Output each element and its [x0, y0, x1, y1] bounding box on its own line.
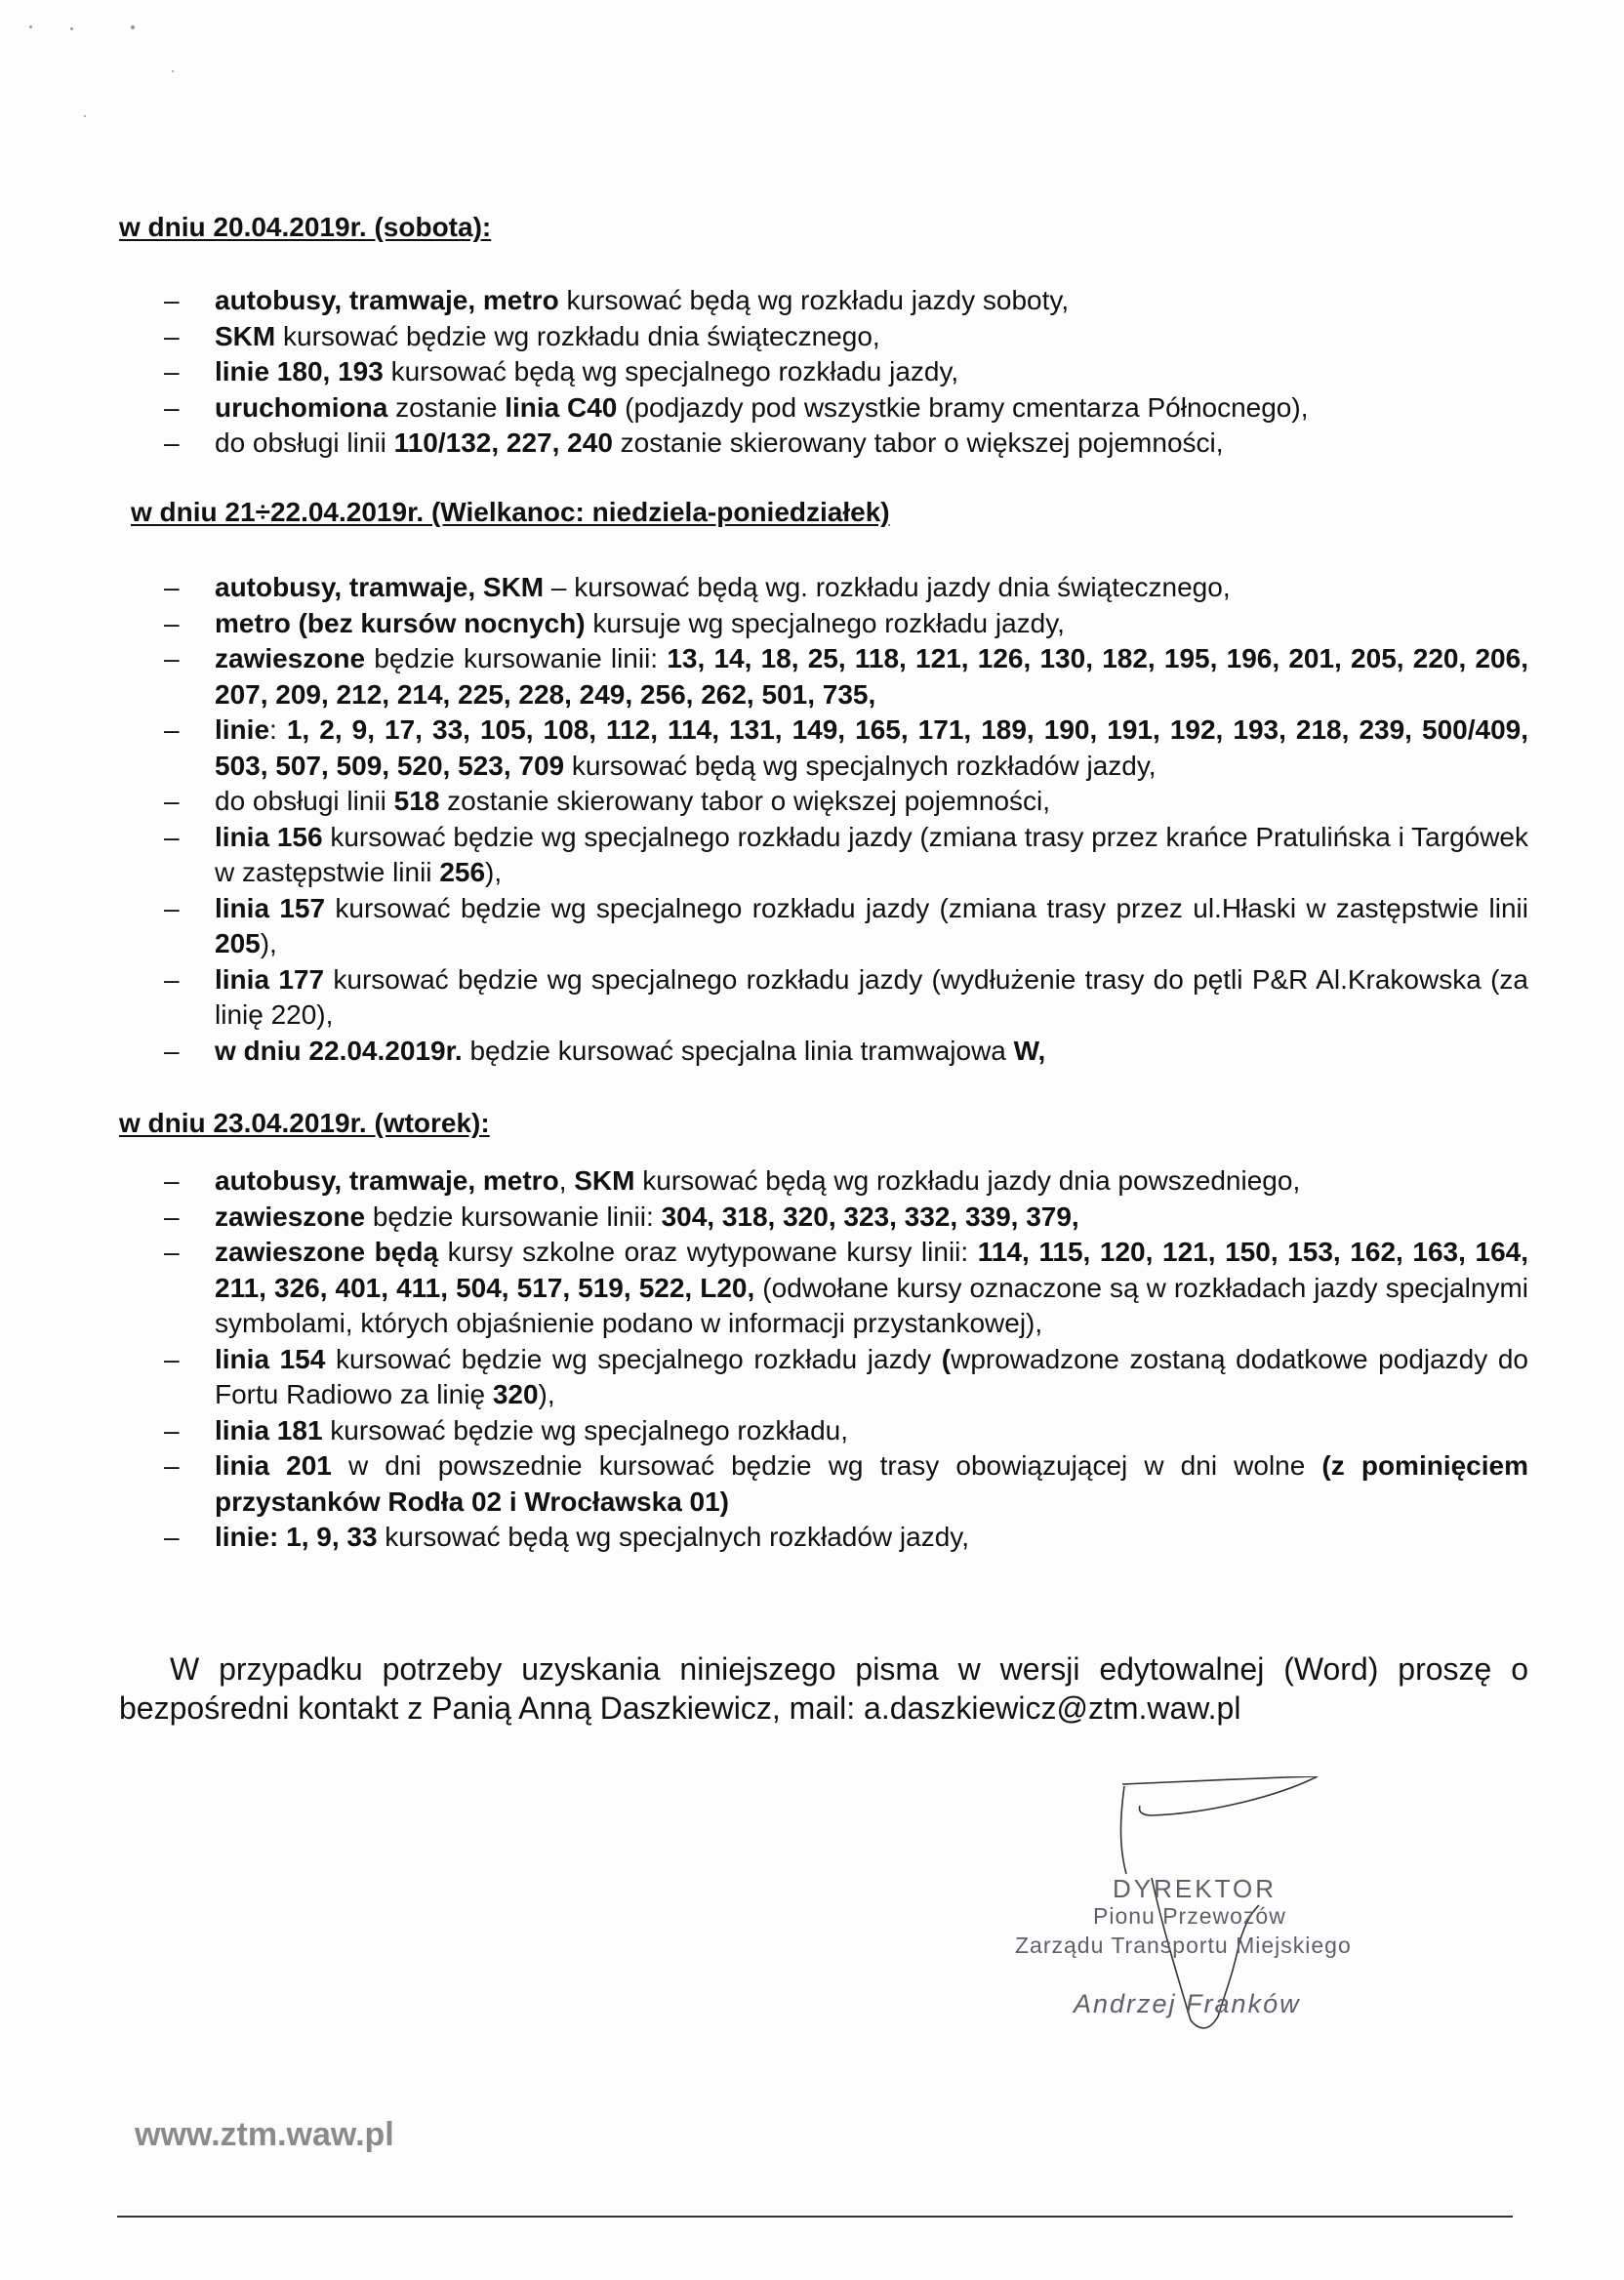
list-item — [164, 1520, 1528, 1556]
director-stamp — [995, 1776, 1425, 2059]
bold-text: autobusy, tramwaje, SKM — [215, 572, 545, 602]
text: kursować będzie wg specjalnego rozkładu jazdy (wydłużenie trasy do pętli P&R Al.Krakowska (za linię 220), — [215, 963, 1528, 1030]
bold-text: 518 — [393, 786, 440, 816]
list-item — [164, 606, 1528, 642]
bold-text: 256 — [439, 857, 486, 887]
text: kursować będzie wg specjalnego rozkładu, — [322, 1414, 849, 1445]
text: kursować będą wg rozkładu jazdy dnia powszedniego, — [634, 1165, 1301, 1196]
bold-text: 205 — [215, 928, 261, 958]
text: kursy szkolne oraz wytypowane kursy linii: — [438, 1237, 978, 1267]
bold-text: linia C40 — [505, 391, 618, 423]
footer-website: www.ztm.waw.pl — [135, 2116, 394, 2153]
section-list-tuesday — [164, 1163, 1528, 1556]
text: do obsługi linii — [215, 786, 394, 816]
stamp-organization: Zarządu Transportu Miejskiego — [1015, 1933, 1352, 1958]
text: kursować będzie wg specjalnego rozkładu jazdy (zmiana trasy przez ul.Hłaski w zastępstwie linii — [325, 892, 1529, 923]
bold-text: linie 180, 193 — [215, 356, 384, 387]
section-heading-tuesday: w dniu 23.04.2019r. (wtorek): — [119, 1108, 490, 1138]
scan-speck — [172, 70, 174, 72]
bold-text: uruchomiona — [215, 391, 388, 423]
text: zostanie — [387, 391, 506, 423]
list-item — [164, 1413, 1528, 1449]
bold-text: 320 — [492, 1379, 539, 1409]
bold-text: zawieszone — [215, 643, 366, 673]
text: do obsługi linii — [215, 428, 394, 458]
text: kursować będą wg specjalnego rozkładu jazdy, — [383, 356, 959, 387]
stamp-department: Pionu Przewozów — [1093, 1903, 1286, 1929]
list-item — [164, 891, 1528, 962]
text: będzie kursowanie linii: — [365, 643, 668, 673]
text: – kursować będą wg. rozkładu jazdy dnia świątecznego, — [544, 572, 1231, 602]
text: : — [269, 714, 287, 745]
text: kursować będą wg specjalnych rozkładów jazdy, — [564, 750, 1157, 781]
list-item — [164, 1200, 1528, 1236]
bold-text: zawieszone — [215, 1201, 366, 1232]
bold-text: W, — [1013, 1035, 1046, 1066]
list-item — [164, 570, 1528, 606]
bold-text: SKM — [215, 320, 276, 351]
bold-text: linia 157 — [215, 892, 326, 923]
text: wprowadzone zostaną dodatkowe podjazdy do Fortu Radiowo za linię — [215, 1343, 1528, 1409]
bold-text: autobusy, tramwaje, metro — [215, 1165, 559, 1196]
scan-speck — [131, 25, 135, 29]
section-list-saturday — [164, 283, 1528, 462]
text: (odwołane kursy oznaczone są w rozkładach jazdy specjalnymi symbolami, których objaśnienie podano w informacji przystankowej), — [215, 1272, 1528, 1338]
bold-text: metro (bez kursów nocnych) — [215, 607, 586, 638]
scan-speck — [29, 25, 32, 28]
bold-text: linie: 1, 9, 33 — [215, 1522, 378, 1552]
text: ), — [485, 857, 503, 887]
list-item — [164, 712, 1528, 784]
stamp-title: DYREKTOR — [1113, 1874, 1277, 1903]
text: zostanie skierowany tabor o większej pojemności, — [612, 428, 1224, 458]
list-item — [164, 1034, 1528, 1070]
bold-text: autobusy, tramwaje, metro — [215, 285, 559, 315]
list-item — [164, 784, 1528, 820]
text: ), — [260, 928, 277, 958]
text: kursuje wg specjalnego rozkładu jazdy, — [585, 607, 1065, 638]
bold-text: linie — [215, 714, 270, 745]
list-item — [164, 962, 1528, 1034]
list-item — [164, 283, 1528, 319]
text: zostanie skierowany tabor o większej pojemności, — [439, 786, 1051, 816]
bold-text: zawieszone będą — [215, 1237, 439, 1267]
contact-paragraph: W przypadku potrzeby uzyskania niniejszego pisma w wersji edytowalnej (Word) proszę o bezpośredni kontakt z Panią Anną Daszkiewicz, mail: a.daszkiewicz@ztm.waw.pl — [119, 1651, 1528, 1726]
bold-text: linia 181 — [215, 1414, 323, 1445]
bold-text: 114, 115, 120, 121, 150, 153, 162, 163, 164, 211, 326, 401, 411, 504, 517, 519, 522, L20, — [215, 1237, 1528, 1303]
text: będzie kursowanie linii: — [365, 1201, 662, 1232]
bold-text: 1, 2, 9, 17, 33, 105, 108, 112, 114, 131, 149, 165, 171, 189, 190, 191, 192, 193, 218, 239, 500/409, 503, 507, 509, 520, 523, 709 — [215, 714, 1528, 781]
bold-text: w dniu 22.04.2019r. — [215, 1035, 463, 1066]
footer-divider — [117, 2216, 1513, 2218]
list-item — [164, 641, 1528, 712]
section-heading-easter: w dniu 21÷22.04.2019r. (Wielkanoc: niedziela-poniedziałek) — [131, 497, 890, 527]
bold-text: (z pominięciem przystanków Rodła 02 i Wrocławska 01) — [215, 1450, 1529, 1517]
text: kursować będzie wg specjalnego rozkładu jazdy (zmiana trasy przez krańce Pratulińska i Targówek w zastępstwie linii — [215, 821, 1529, 887]
list-item — [164, 820, 1528, 891]
text: w dni powszednie kursować będzie wg trasy obowiązującej w dni wolne — [331, 1450, 1322, 1481]
text: (podjazdy pod wszystkie bramy cmentarza Północnego), — [617, 391, 1309, 423]
bold-text: 110/132, 227, 240 — [393, 428, 613, 458]
text: kursować będą wg specjalnych rozkładów jazdy, — [377, 1522, 969, 1552]
bold-text: 13, 14, 18, 25, 118, 121, 126, 130, 182, 195, 196, 201, 205, 220, 206, 207, 209, 212, 214, 225, 228, 249, 256, 262, 501, 735, — [215, 643, 1528, 710]
bold-text: linia 156 — [215, 821, 323, 852]
bold-text: linia 201 — [215, 1450, 332, 1481]
bold-text: linia 177 — [215, 963, 325, 995]
text: , — [558, 1165, 575, 1196]
list-item — [164, 1448, 1528, 1520]
text: będzie kursować specjalna linia tramwajowa — [462, 1035, 1014, 1066]
list-item — [164, 426, 1528, 462]
scan-speck — [70, 27, 73, 30]
bold-text: linia 154 — [215, 1343, 326, 1374]
list-item — [164, 1235, 1528, 1342]
section-list-easter — [164, 570, 1528, 1069]
text: kursować będzie wg rozkładu dnia świątecznego, — [275, 320, 880, 351]
bold-text: 304, 318, 320, 323, 332, 339, 379, — [661, 1201, 1079, 1232]
list-item — [164, 354, 1528, 390]
stamp-name: Andrzej Franków — [1074, 1989, 1301, 2018]
bold-text: ( — [941, 1343, 952, 1374]
text: kursować będzie wg specjalnego rozkładu jazdy — [325, 1343, 942, 1374]
list-item — [164, 319, 1528, 355]
section-heading-saturday: w dniu 20.04.2019r. (sobota): — [119, 212, 492, 242]
scan-speck — [84, 115, 86, 117]
text: kursować będą wg rozkładu jazdy soboty, — [558, 285, 1070, 315]
list-item — [164, 390, 1528, 427]
text: ), — [538, 1379, 555, 1409]
bold-text: SKM — [574, 1165, 635, 1196]
list-item — [164, 1342, 1528, 1413]
list-item — [164, 1163, 1528, 1200]
